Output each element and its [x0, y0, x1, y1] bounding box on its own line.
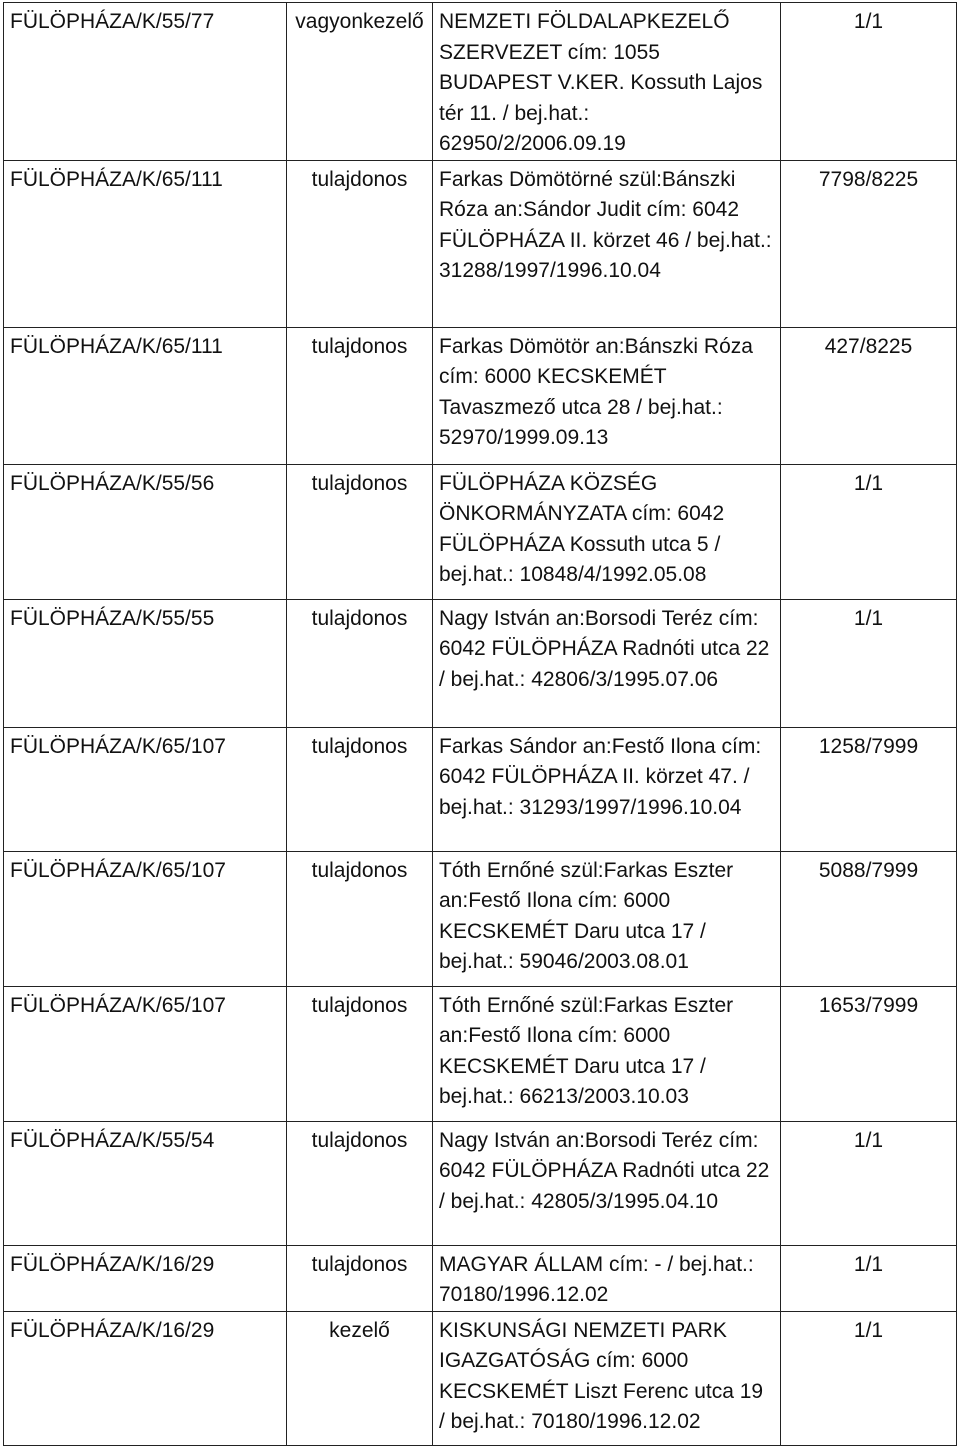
lot-id-cell: FÜLÖPHÁZA/K/65/111: [4, 327, 287, 464]
ownership-share-cell: 1/1: [781, 1121, 957, 1245]
ownership-share-cell: 1/1: [781, 3, 957, 161]
owner-details-cell: Tóth Ernőné szül:Farkas Eszter an:Festő Ilona cím: 6000 KECSKEMÉT Daru utca 17 / bej.hat.: 66213/2003.10.03: [433, 986, 781, 1121]
lot-id-cell: FÜLÖPHÁZA/K/16/29: [4, 1311, 287, 1445]
owner-details-cell: KISKUNSÁGI NEMZETI PARK IGAZGATÓSÁG cím: 6000 KECSKEMÉT Liszt Ferenc utca 19 / bej.hat.: 70180/1996.12.02: [433, 1311, 781, 1445]
ownership-share-cell: 1/1: [781, 1311, 957, 1445]
owner-details-cell: NEMZETI FÖLDALAPKEZELŐ SZERVEZET cím: 1055 BUDAPEST V.KER. Kossuth Lajos tér 11. / bej.hat.: 62950/2/2006.09.19: [433, 3, 781, 161]
table-row: [4, 727, 957, 851]
legal-status-cell: tulajdonos: [287, 327, 433, 464]
table-row: [4, 160, 957, 327]
ownership-share-cell: 1/1: [781, 599, 957, 727]
table-row: [4, 3, 957, 161]
lot-id-cell: FÜLÖPHÁZA/K/55/77: [4, 3, 287, 161]
lot-id-cell: FÜLÖPHÁZA/K/65/107: [4, 851, 287, 986]
ownership-share-cell: 1/1: [781, 464, 957, 599]
legal-status-cell: tulajdonos: [287, 1245, 433, 1311]
owner-details-cell: Farkas Sándor an:Festő Ilona cím: 6042 FÜLÖPHÁZA II. körzet 47. / bej.hat.: 31293/1997/1996.10.04: [433, 727, 781, 851]
table-row: [4, 1311, 957, 1445]
table-row: [4, 986, 957, 1121]
lot-id-cell: FÜLÖPHÁZA/K/16/29: [4, 1245, 287, 1311]
table-row: [4, 464, 957, 599]
ownership-table: [3, 2, 957, 1446]
owner-details-cell: Nagy István an:Borsodi Teréz cím: 6042 FÜLÖPHÁZA Radnóti utca 22 / bej.hat.: 42806/3/1995.07.06: [433, 599, 781, 727]
ownership-share-cell: 427/8225: [781, 327, 957, 464]
legal-status-cell: tulajdonos: [287, 464, 433, 599]
owner-details-cell: FÜLÖPHÁZA KÖZSÉG ÖNKORMÁNYZATA cím: 6042 FÜLÖPHÁZA Kossuth utca 5 / bej.hat.: 10848/4/1992.05.08: [433, 464, 781, 599]
owner-details-cell: Nagy István an:Borsodi Teréz cím: 6042 FÜLÖPHÁZA Radnóti utca 22 / bej.hat.: 42805/3/1995.04.10: [433, 1121, 781, 1245]
lot-id-cell: FÜLÖPHÁZA/K/55/55: [4, 599, 287, 727]
ownership-share-cell: 7798/8225: [781, 160, 957, 327]
owner-details-cell: Farkas Dömötör an:Bánszki Róza cím: 6000 KECSKEMÉT Tavaszmező utca 28 / bej.hat.: 52970/1999.09.13: [433, 327, 781, 464]
table-row: [4, 1121, 957, 1245]
legal-status-cell: tulajdonos: [287, 160, 433, 327]
table-row: [4, 327, 957, 464]
owner-details-cell: Farkas Dömötörné szül:Bánszki Róza an:Sándor Judit cím: 6042 FÜLÖPHÁZA II. körzet 46 / bej.hat.: 31288/1997/1996.10.04: [433, 160, 781, 327]
ownership-share-cell: 1/1: [781, 1245, 957, 1311]
legal-status-cell: vagyonkezelő: [287, 3, 433, 161]
table-row: [4, 851, 957, 986]
legal-status-cell: tulajdonos: [287, 599, 433, 727]
ownership-share-cell: 1653/7999: [781, 986, 957, 1121]
owner-details-cell: Tóth Ernőné szül:Farkas Eszter an:Festő Ilona cím: 6000 KECSKEMÉT Daru utca 17 / bej.hat.: 59046/2003.08.01: [433, 851, 781, 986]
table-row: [4, 599, 957, 727]
table-row: [4, 1245, 957, 1311]
legal-status-cell: tulajdonos: [287, 986, 433, 1121]
legal-status-cell: tulajdonos: [287, 1121, 433, 1245]
legal-status-cell: kezelő: [287, 1311, 433, 1445]
legal-status-cell: tulajdonos: [287, 851, 433, 986]
lot-id-cell: FÜLÖPHÁZA/K/65/111: [4, 160, 287, 327]
lot-id-cell: FÜLÖPHÁZA/K/65/107: [4, 986, 287, 1121]
legal-status-cell: tulajdonos: [287, 727, 433, 851]
lot-id-cell: FÜLÖPHÁZA/K/55/54: [4, 1121, 287, 1245]
ownership-share-cell: 5088/7999: [781, 851, 957, 986]
owner-details-cell: MAGYAR ÁLLAM cím: - / bej.hat.: 70180/1996.12.02: [433, 1245, 781, 1311]
lot-id-cell: FÜLÖPHÁZA/K/65/107: [4, 727, 287, 851]
ownership-share-cell: 1258/7999: [781, 727, 957, 851]
lot-id-cell: FÜLÖPHÁZA/K/55/56: [4, 464, 287, 599]
